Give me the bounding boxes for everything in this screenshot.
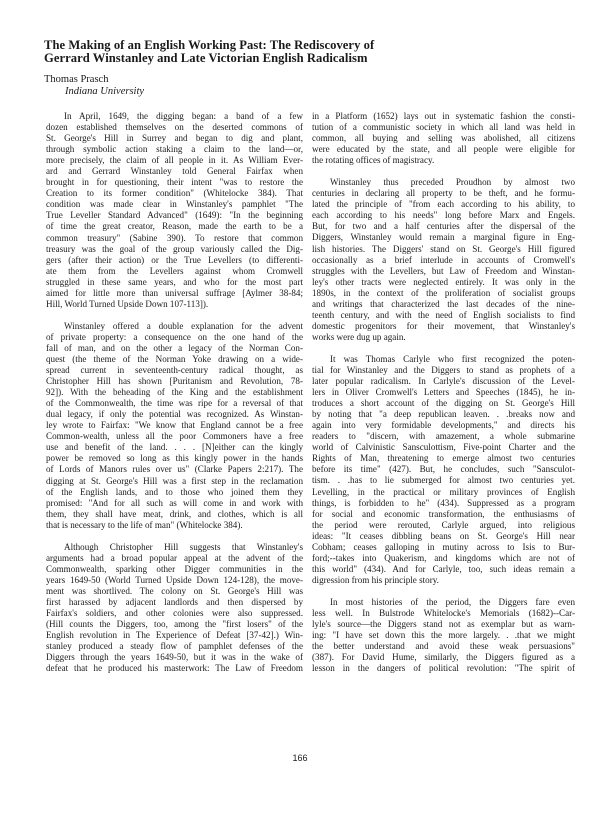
text-line: quest (the theme of the Norman Yoke drawing on a wide- — [46, 353, 303, 364]
text-line: domestic progenitors for their movement, that Winstanley's — [312, 320, 575, 331]
text-line: and writings that characterized the last decades of the nine- — [312, 298, 575, 309]
text-line: struggles with the Levellers, but Law of Freedom and Winstan- — [312, 265, 575, 276]
right-column — [312, 111, 575, 685]
title-line: The Making of an English Working Past: The Rediscovery of — [44, 38, 375, 52]
paragraph — [46, 321, 303, 531]
text-line: ley's other tracts were neglected entirely. It was only in the — [312, 276, 575, 287]
text-line: spread current in seventeenth-century radical thought, as — [46, 365, 303, 376]
text-line: common, all buying and selling was abolished, all citizens — [312, 133, 575, 144]
text-line: world of Calvinistic Sansculottism, Five-point Charter and the — [312, 442, 575, 453]
text-line: tution of a communistic society in which all land was held in — [312, 122, 575, 133]
text-line: aimed for little more than universal suffrage [Aylmer 38-84; — [46, 287, 303, 298]
paragraph — [312, 111, 575, 166]
text-line: lesson in the dangers of political revolution: "The spirit of — [312, 663, 575, 674]
text-line: lish histories. The Diggers' stand on St. George's Hill figured — [312, 243, 575, 254]
text-line: It was Thomas Carlyle who first recognized the poten- — [330, 353, 575, 364]
text-line: Levelling, in the practical or military provinces of English — [312, 486, 575, 497]
title-line: Gerrard Winstanley and Late Victorian English Radicalism — [44, 50, 368, 65]
text-line: through symbolic action staking a claim to the land—or, — [46, 144, 303, 155]
text-line: Commonwealth, sparking other Digger communities in the — [46, 563, 303, 574]
text-line: True Leveller Standard Advanced" (1649): "In the beginning — [46, 210, 303, 221]
text-line: the period were rerouted, Carlyle argued, into religious — [312, 519, 575, 530]
text-line: arguments had a broad popular appeal at the advent of the — [46, 552, 303, 563]
text-line: dozen established themselves on the deserted commons of — [46, 122, 303, 133]
text-line: more precisely, the claim of all people in it. As William Ever- — [46, 155, 303, 166]
paragraph — [46, 111, 303, 310]
text-line: before its time" (427). But, he concludes, such "Sansculot- — [312, 464, 575, 475]
text-line: St. George's Hill in Surrey and began to dig and plant, — [46, 133, 303, 144]
text-line: Winstanley thus preceded Proudhon by almost two — [330, 177, 575, 188]
text-line: by noting that "a deep republican leaven. . .breaks now and — [312, 409, 575, 420]
text-line: occasionally as a brief interlude in accounts of Cromwell's — [312, 254, 575, 265]
text-line: promised: "And for all such as will come in and work with — [46, 497, 303, 508]
author-affiliation: Indiana University — [65, 86, 145, 97]
text-line: Winstanley offered a double explanation for the advent — [64, 320, 303, 331]
text-line: In April, 1649, the digging began: a band of a few — [64, 111, 303, 121]
text-line: fall of man, and on the other a legacy of the Norman Con- — [46, 342, 303, 353]
text-line: But, for two and a half centuries after the dispersal of the — [312, 221, 575, 232]
text-line: Fairfax's soldiers, and other colonies were also suppressed. — [46, 608, 303, 619]
text-line: digging at St. George's Hill was a first step in the reclamation — [46, 475, 303, 486]
text-line: of the English lands, and to those who joined them they — [46, 486, 303, 497]
text-line: (Hill counts the Diggers, too, among the "first losers" of the — [46, 619, 303, 630]
paragraph — [312, 597, 575, 674]
text-line: Creation to its former condition" (Whitelocke 384). That — [46, 188, 303, 199]
text-line: (387). For David Hume, similarly, the Diggers figured as a — [312, 652, 575, 663]
text-line: tism. . .has to lie submerged for almost two centuries yet. — [312, 475, 575, 486]
text-line: Diggers, Winstanley would remain a marginal figure in Eng- — [312, 232, 575, 243]
left-column — [46, 111, 303, 685]
paragraph — [46, 542, 303, 675]
text-line: lated the principle of "from each according to his ability, to — [312, 199, 575, 210]
text-line: centuries in declaring all property to be theft, and he formu- — [312, 188, 575, 199]
text-line: later popular radicalism. In Carlyle's discussion of the Level- — [312, 376, 575, 387]
text-line: in a Platform (1652) lays out in systematic fashion the consti- — [312, 111, 575, 121]
text-line: readers to "discern, with amazement, a whole submarine — [312, 431, 575, 442]
text-line: of time the great creator, Reason, made the earth to be a — [46, 221, 303, 232]
text-line: Cobham; ceases galloping in mutiny across to Isis to Bur- — [312, 541, 575, 552]
text-line: ideas: "It ceases dibbling beans on St. George's Hill near — [312, 530, 575, 541]
text-line: were educated by the state, and all people were eligible for — [312, 144, 575, 155]
text-line: digression from his principle story. — [312, 574, 439, 585]
text-line: use and benefit of the land. . . . [N]either can the kingly — [46, 442, 303, 453]
text-line: teenth century, and with the need of English socialists to find — [312, 309, 575, 320]
text-line: Christopher Hill has shown [Puritanism and Revolution, 78- — [46, 376, 303, 387]
text-line: struggled in these same years, and who for the most part — [46, 276, 303, 287]
text-line: ing: "I have set down this the more largely. . .that we might — [312, 630, 575, 641]
text-line: common treasury" (Sabine 390). To restore that common — [46, 232, 303, 243]
text-line: of Lords of Manors rules over us" (Clarke Papers 2:217). The — [46, 464, 303, 475]
text-line: treasury was the goal of the group variously called the Dig- — [46, 243, 303, 254]
text-line: English revolution in The Experience of Defeat [37-42].) Win- — [46, 630, 303, 641]
paragraph — [312, 354, 575, 586]
text-line: of private property: a consequence on the one hand of the — [46, 331, 303, 342]
text-line: Common-wealth, unless all the poor Commoners have a free — [46, 431, 303, 442]
text-line: gers (after their action) or the True Levellers (to differenti- — [46, 254, 303, 265]
text-line: 92]). With the beheading of the King and the establishment — [46, 387, 303, 398]
text-line: ard and Gerrard Winstanley told General Fairfax when — [46, 166, 303, 177]
text-line: In most histories of the period, the Diggers fare even — [330, 596, 575, 607]
text-line: troduces a short account of the digging on St. George's Hill — [312, 398, 575, 409]
text-line: ford;--takes into Quakerism, and kingdoms which are not of — [312, 552, 575, 563]
text-line: again into very formidable developments," and directs his — [312, 420, 575, 431]
text-line: dual legacy, if only the potential was recognized. As Winstan- — [46, 409, 303, 420]
text-line: of the Commonwealth, the time was ripe for a reversal of that — [46, 398, 303, 409]
article-title — [44, 39, 464, 64]
text-line: the rotating offices of magistracy. — [312, 155, 435, 166]
text-line: Diggers through the years 1649-50, but it was in the wake of — [46, 652, 303, 663]
text-line: ate them from the Levellers against whom Cromwell — [46, 265, 303, 276]
author-name: Thomas Prasch — [44, 74, 109, 85]
text-line: first harassed by adjacent landlords and then dispersed by — [46, 596, 303, 607]
text-line: that is necessary to the life of man" (Whitelocke 384). — [46, 519, 243, 530]
text-line: stanley produced a steady flow of pamphlet defenses of the — [46, 641, 303, 652]
text-line: brought in for questioning, their intent "was to restore the — [46, 177, 303, 188]
text-line: works were dug up again. — [312, 331, 406, 342]
text-line: for social and economic transformation, the enthusiasms of — [312, 508, 575, 519]
text-line: this world" (434). And for Carlyle, too, such ideas remain a — [312, 563, 575, 574]
text-line: the better understand and avoid these weak persuasions" — [312, 641, 575, 652]
paragraph — [312, 177, 575, 343]
text-line: Although Christopher Hill suggests that Winstanley's — [64, 541, 303, 552]
text-line: lyle's source—the Diggers stand not as exemplar but as warn- — [312, 619, 575, 630]
text-line: condition was made clear in Winstanley's pamphlet "The — [46, 199, 303, 210]
text-line: each according to his needs" long before Marx and Engels. — [312, 210, 575, 221]
text-line: Rights of Man, threatening to emerge almost two centuries — [312, 453, 575, 464]
text-line: ley wrote to Fairfax: "We know that England cannot be a free — [46, 420, 303, 431]
text-line: years 1649-50 (World Turned Upside Down 124-128), the move- — [46, 574, 303, 585]
text-line: defeat that he produced his masterwork: The Law of Freedom — [46, 663, 303, 674]
text-line: 1890s, in the context of the proliferation of socialist groups — [312, 287, 575, 298]
text-line: ment was shortlived. The colony on St. George's Hill was — [46, 585, 303, 596]
text-line: Hill, World Turned Upside Down 107-113]). — [46, 298, 209, 309]
text-line: lers in Oliver Cromwell's Letters and Speeches (1845), he in- — [312, 387, 575, 398]
page-number: 166 — [292, 753, 308, 763]
text-line: tial for Winstanley and the Diggers to stand as prophets of a — [312, 364, 575, 375]
text-line: less well. In Bulstrode Whitelocke's Memorials (1682)--Car- — [312, 607, 575, 618]
text-line: them, they shall have meat, drink, and clothes, which is all — [46, 508, 303, 519]
text-line: power be removed so long as this kingly power in the hands — [46, 453, 303, 464]
text-line: things, is forbidden to he" (434). Suppressed as a program — [312, 497, 575, 508]
